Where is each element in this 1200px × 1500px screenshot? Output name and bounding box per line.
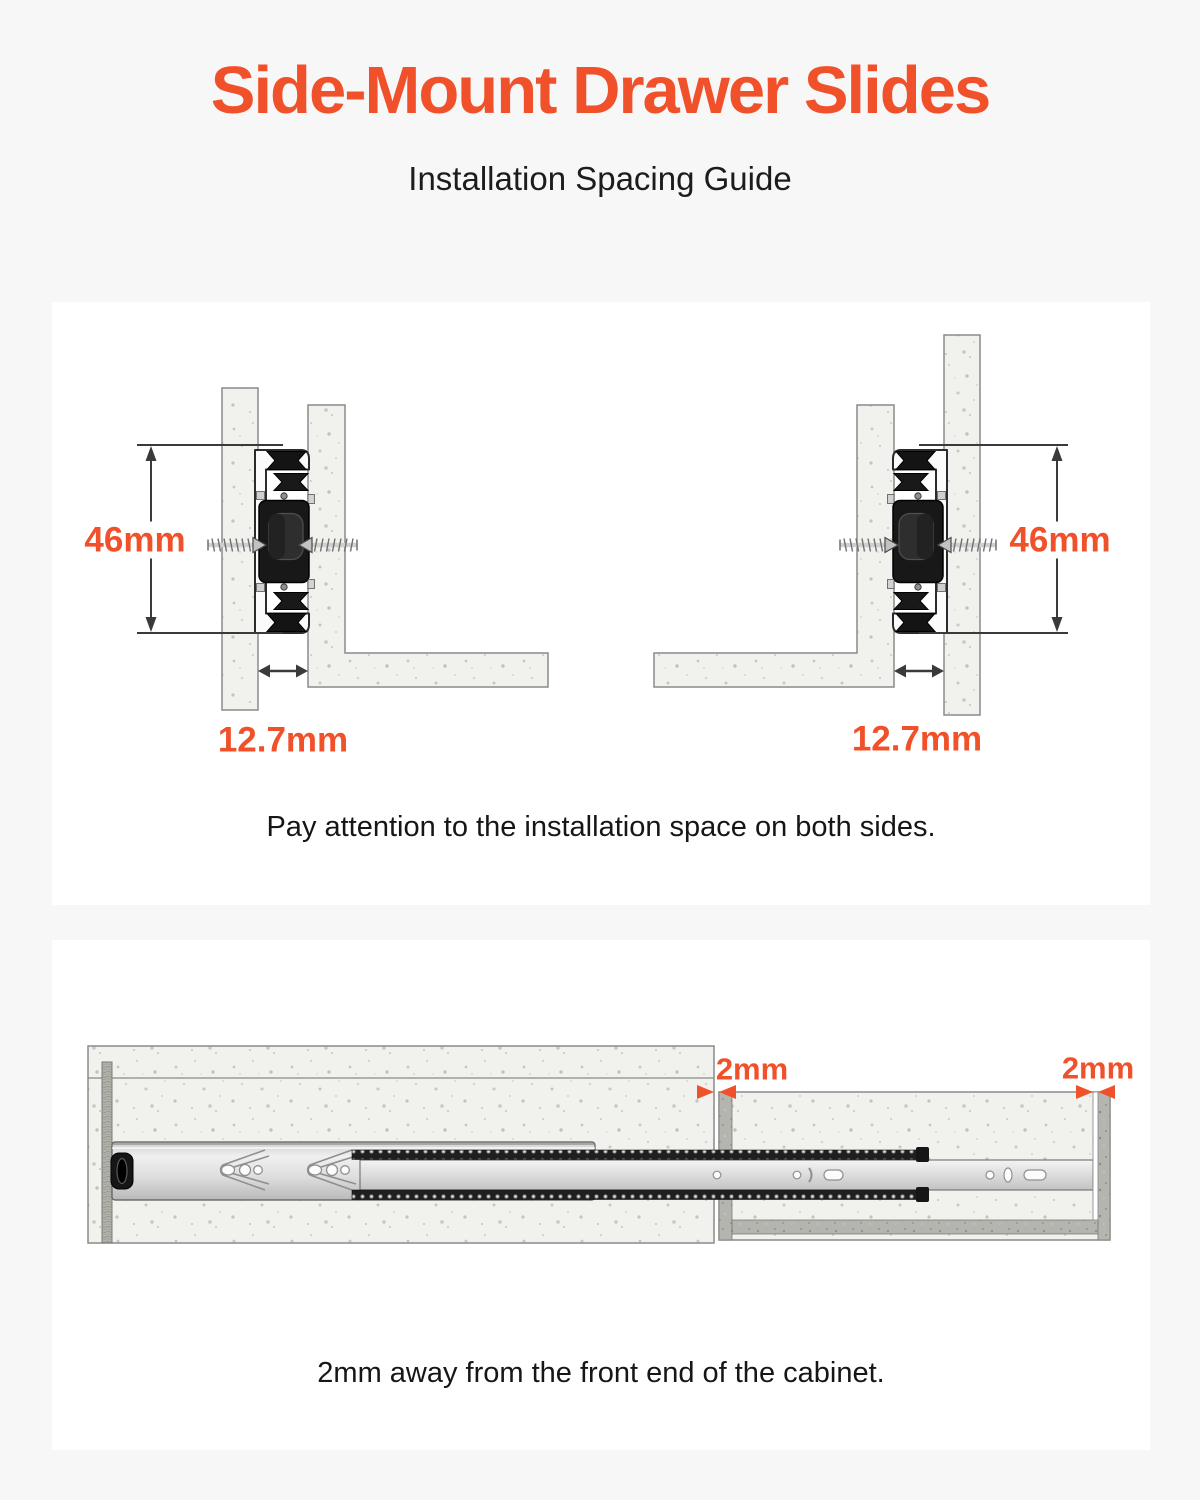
drawer-front-panel: [1098, 1092, 1110, 1240]
arrow-left-icon: [894, 665, 906, 678]
arrow-up-icon: [146, 446, 157, 461]
panel-front-gap: [52, 940, 1150, 1450]
bearing-race-top: [352, 1150, 928, 1160]
bearing-race-bottom: [352, 1190, 928, 1200]
arrow-down-icon: [1052, 617, 1063, 632]
panel-installation-spacing: [52, 302, 1150, 905]
front-gap-strip: [1093, 1092, 1098, 1220]
clearance-dimension: [894, 665, 944, 678]
spacing-caption: Pay attention to the installation space on both sides.: [266, 811, 936, 843]
front-gap-caption: 2mm away from the front end of the cabinet.: [317, 1357, 885, 1389]
drawer-bottom-board: [732, 1220, 1098, 1234]
cabinet-side-board: [944, 335, 980, 715]
clearance-dimension: [258, 665, 308, 678]
height-label-right: 46mm: [1004, 522, 1115, 559]
arrow-right-icon: [932, 665, 944, 678]
inner-rail: [360, 1160, 1093, 1190]
race-end-cap-top: [916, 1147, 929, 1162]
height-label-left: 46mm: [79, 522, 190, 559]
clearance-label-right: 12.7mm: [847, 721, 987, 758]
page-subtitle: Installation Spacing Guide: [408, 160, 792, 197]
clearance-label-left: 12.7mm: [213, 722, 353, 759]
cabinet-gap-label: 2mm: [715, 1051, 789, 1087]
cabinet-back-edge: [102, 1062, 112, 1243]
arrow-left-icon: [258, 665, 270, 678]
arrow-up-icon: [1052, 446, 1063, 461]
left-cross-section-diagram: [137, 388, 548, 710]
arrow-right-icon: [296, 665, 308, 678]
arrow-down-icon: [146, 617, 157, 632]
page-title: Side-Mount Drawer Slides: [210, 53, 990, 128]
drawer-gap-label: 2mm: [1061, 1050, 1135, 1086]
race-end-cap-bottom: [916, 1187, 929, 1202]
slide-cross-section: [888, 450, 948, 633]
